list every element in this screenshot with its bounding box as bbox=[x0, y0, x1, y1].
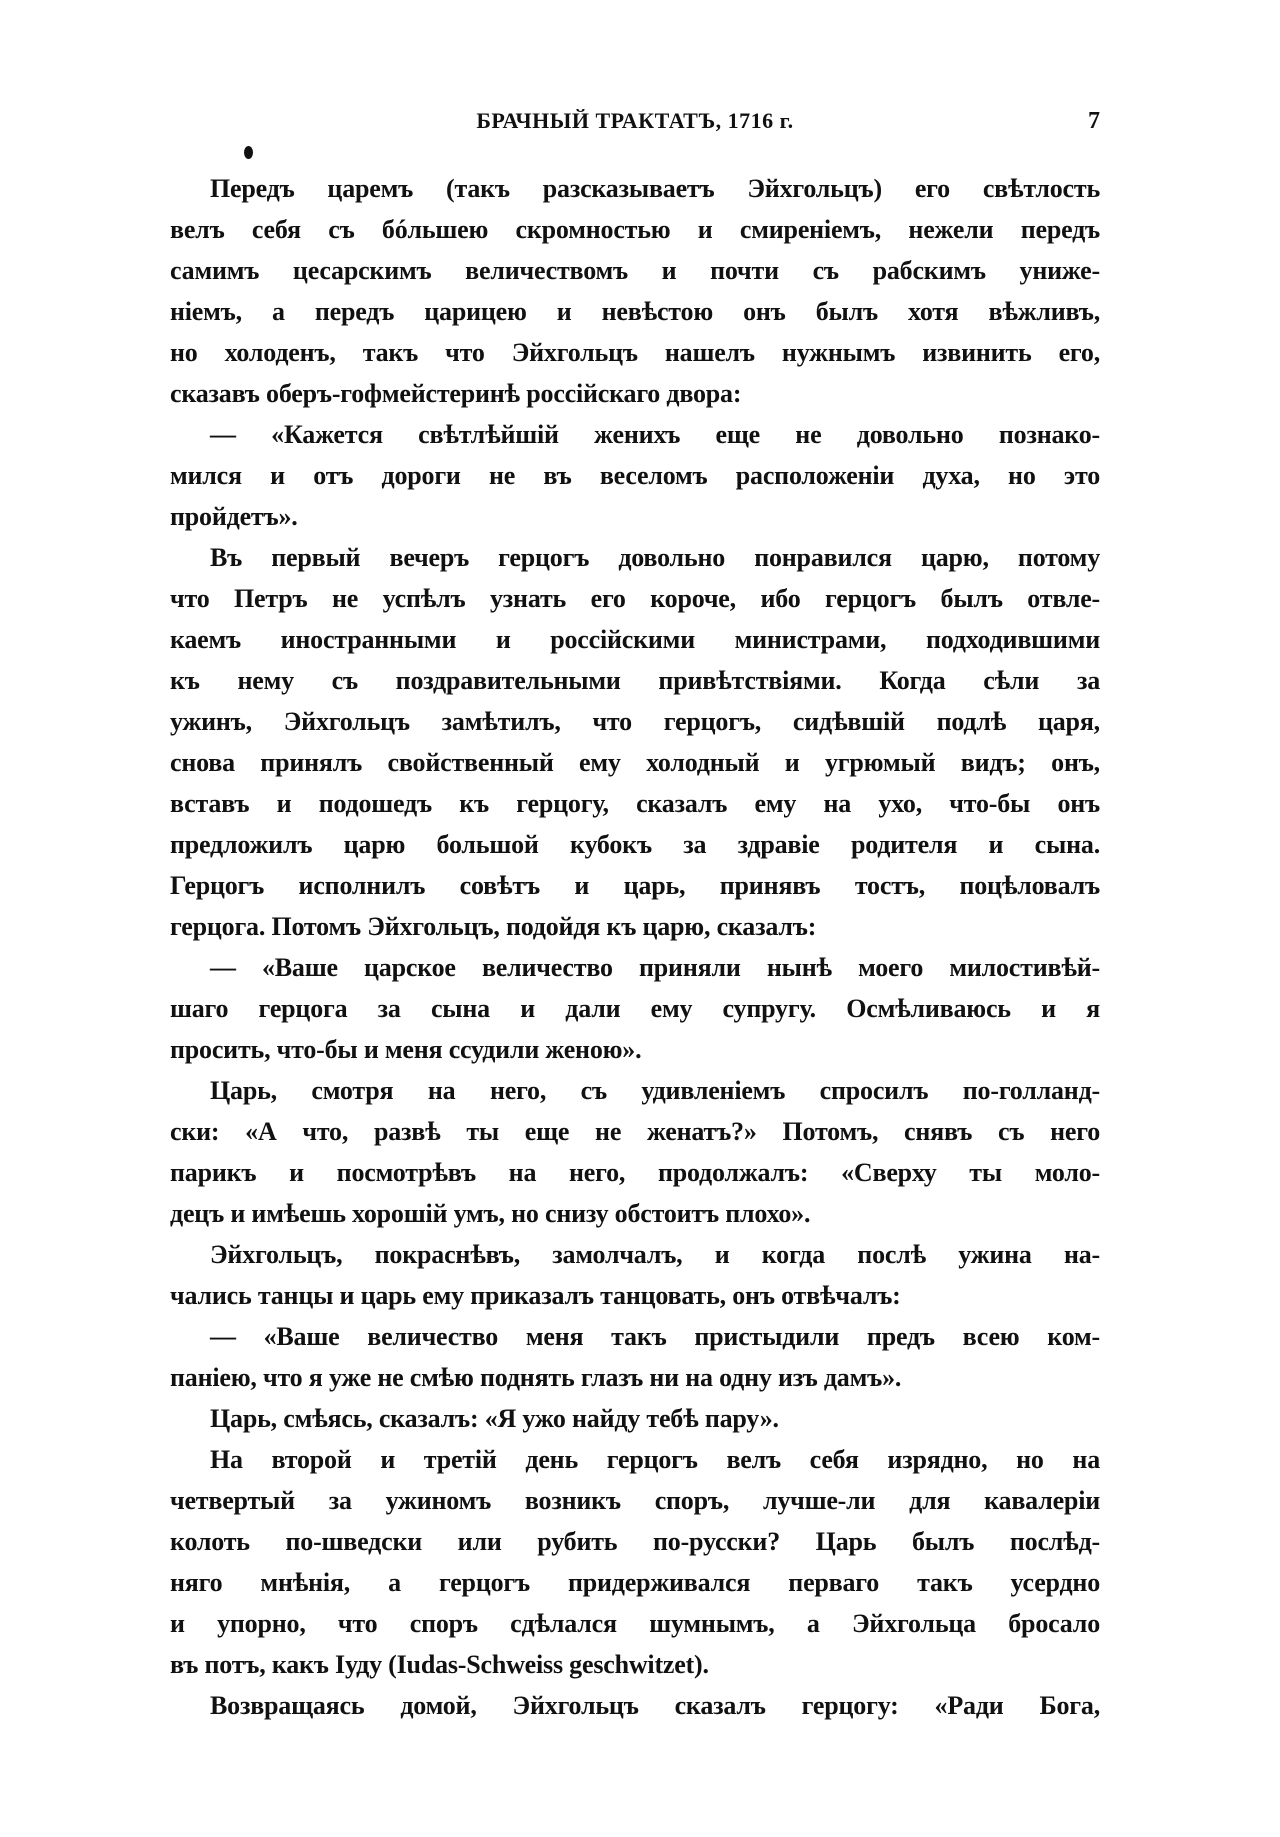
text-line: децъ и имѣешь хорошій умъ, но снизу обстоитъ плохо». bbox=[170, 1199, 811, 1228]
text-line: ски: «А что, развѣ ты еще не женатъ?» Потомъ, снявъ съ него bbox=[170, 1117, 1100, 1146]
text-line: велъ себя съ бóльшею скромностью и смиреніемъ, нежели передъ bbox=[170, 215, 1100, 244]
paragraph bbox=[170, 1439, 1100, 1685]
text-line: предложилъ царю большой кубокъ за здравіе родителя и сына. bbox=[170, 830, 1100, 859]
text-line: каемъ иностранными и россійскими министрами, подходившими bbox=[170, 625, 1100, 654]
text-line: Царь, смотря на него, съ удивленіемъ спросилъ по-голланд- bbox=[210, 1076, 1100, 1105]
body-text bbox=[170, 168, 1100, 1726]
text-line: герцога. Потомъ Эйхгольцъ, подойдя къ царю, сказалъ: bbox=[170, 912, 817, 941]
text-line: четвертый за ужиномъ возникъ споръ, лучше-ли для кавалеріи bbox=[170, 1486, 1100, 1515]
running-title: БРАЧНЫЙ ТРАКТАТЪ, 1716 г. bbox=[476, 108, 794, 133]
paragraph bbox=[170, 1685, 1100, 1726]
text-line: Эйхгольцъ, покраснѣвъ, замолчалъ, и когда послѣ ужина на- bbox=[210, 1240, 1100, 1269]
paragraph bbox=[170, 947, 1100, 1070]
text-line: Въ первый вечеръ герцогъ довольно понравился царю, потому bbox=[210, 543, 1100, 572]
ink-dot-mark bbox=[244, 146, 253, 159]
page-header bbox=[170, 108, 1100, 148]
paragraph bbox=[170, 1234, 1100, 1316]
paragraph bbox=[170, 414, 1100, 537]
text-line: няго мнѣнія, а герцогъ придерживался перваго такъ усердно bbox=[170, 1568, 1100, 1597]
text-line: — «Ваше величество меня такъ пристыдили предъ всею ком- bbox=[210, 1322, 1100, 1351]
text-line: парикъ и посмотрѣвъ на него, продолжалъ: «Сверху ты моло- bbox=[170, 1158, 1100, 1187]
text-line: чались танцы и царь ему приказалъ танцовать, онъ отвѣчалъ: bbox=[170, 1281, 901, 1310]
text-line: сказавъ оберъ-гофмейстеринѣ россійскаго двора: bbox=[170, 379, 742, 408]
paragraph bbox=[170, 1070, 1100, 1234]
text-line: Возвращаясь домой, Эйхгольцъ сказалъ герцогу: «Ради Бога, bbox=[210, 1691, 1100, 1720]
text-line: и упорно, что споръ сдѣлался шумнымъ, а Эйхгольца бросало bbox=[170, 1609, 1100, 1638]
text-line: просить, что-бы и меня ссудили женою». bbox=[170, 1035, 642, 1064]
text-line: — «Кажется свѣтлѣйшій женихъ еще не довольно познако- bbox=[210, 420, 1100, 449]
text-line: ужинъ, Эйхгольцъ замѣтилъ, что герцогъ, сидѣвшій подлѣ царя, bbox=[170, 707, 1100, 736]
text-line: колоть по-шведски или рубить по-русски? Царь былъ послѣд- bbox=[170, 1527, 1100, 1556]
text-line: мился и отъ дороги не въ веселомъ расположеніи духа, но это bbox=[170, 461, 1100, 490]
text-line: Герцогъ исполнилъ совѣтъ и царь, принявъ тостъ, поцѣловалъ bbox=[170, 871, 1100, 900]
text-line: ніемъ, а передъ царицею и невѣстою онъ былъ хотя вѣжливъ, bbox=[170, 297, 1100, 326]
text-line: въ потъ, какъ Іуду (Iudas-Schweiss geschwitzet). bbox=[170, 1650, 709, 1679]
text-line: шаго герцога за сына и дали ему супругу. Осмѣливаюсь и я bbox=[170, 994, 1100, 1023]
paragraph bbox=[170, 168, 1100, 414]
text-line: — «Ваше царское величество приняли нынѣ моего милостивѣй- bbox=[210, 953, 1100, 982]
text-line: вставъ и подошедъ къ герцогу, сказалъ ему на ухо, что-бы онъ bbox=[170, 789, 1100, 818]
text-line: къ нему съ поздравительными привѣтствіями. Когда сѣли за bbox=[170, 666, 1100, 695]
page-number: 7 bbox=[1088, 108, 1100, 134]
text-line: На второй и третій день герцогъ велъ себя изрядно, но на bbox=[210, 1445, 1100, 1474]
text-line: но холоденъ, такъ что Эйхгольцъ нашелъ нужнымъ извинить его, bbox=[170, 338, 1100, 367]
text-line: что Петръ не успѣлъ узнать его короче, ибо герцогъ былъ отвле- bbox=[170, 584, 1100, 613]
text-line: самимъ цесарскимъ величествомъ и почти съ рабскимъ униже- bbox=[170, 256, 1100, 285]
text-line: паніею, что я уже не смѣю поднять глазъ ни на одну изъ дамъ». bbox=[170, 1363, 902, 1392]
text-line: Царь, смѣясь, сказалъ: «Я ужо найду тебѣ пару». bbox=[210, 1404, 779, 1433]
text-line: Передъ царемъ (такъ разсказываетъ Эйхгольцъ) его свѣтлость bbox=[210, 174, 1100, 203]
text-line: пройдетъ». bbox=[170, 502, 298, 531]
text-line: снова принялъ свойственный ему холодный и угрюмый видъ; онъ, bbox=[170, 748, 1100, 777]
paragraph bbox=[170, 1398, 1100, 1439]
paragraph bbox=[170, 537, 1100, 947]
paragraph bbox=[170, 1316, 1100, 1398]
